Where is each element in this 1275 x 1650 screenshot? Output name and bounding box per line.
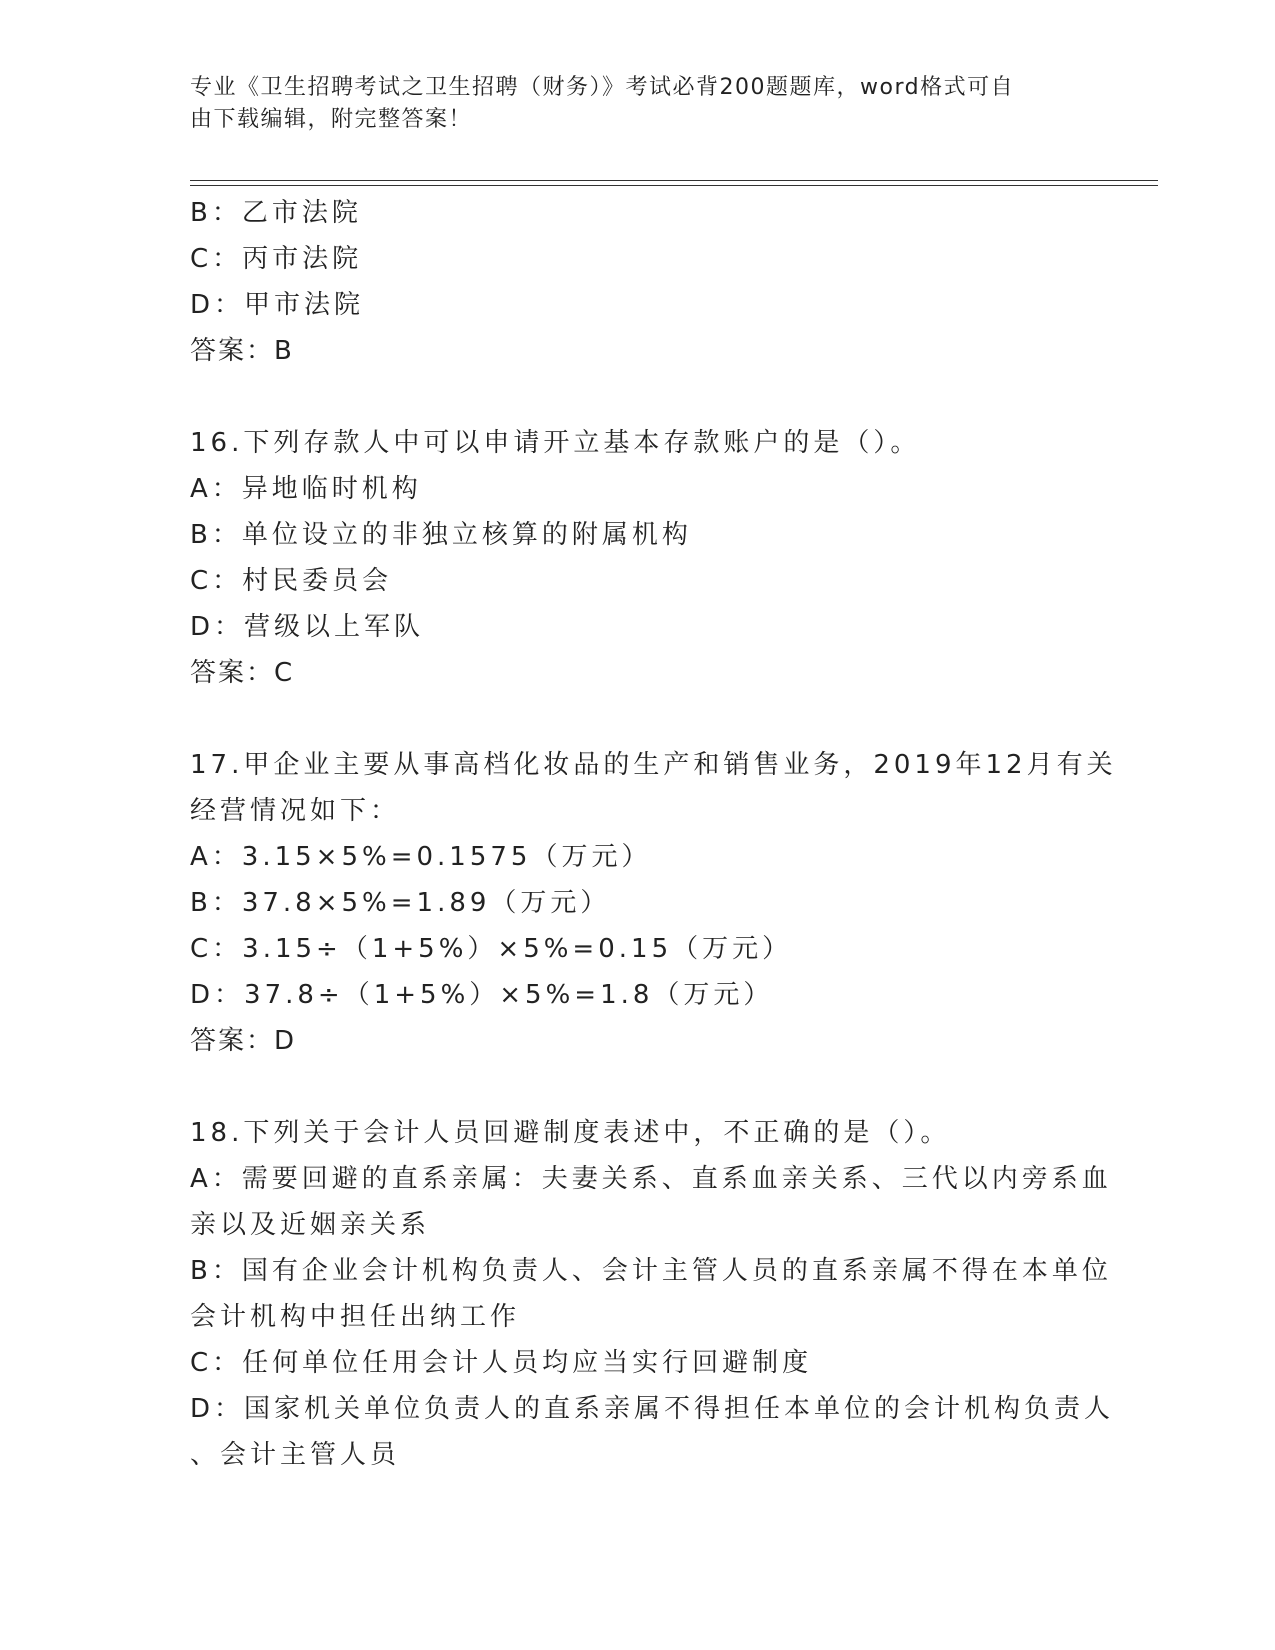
option-b-line-1: B：国有企业会计机构负责人、会计主管人员的直系亲属不得在本单位 xyxy=(190,1256,1112,1286)
question-stem: 18.下列关于会计人员回避制度表述中，不正确的是（）。 xyxy=(190,1118,951,1148)
question-16 xyxy=(190,420,1090,696)
option-d: D：37.8÷（1+5%）×5%=1.8（万元） xyxy=(190,980,774,1010)
option-b: B：37.8×5%=1.89（万元） xyxy=(190,888,611,918)
option-d-line-1: D：国家机关单位负责人的直系亲属不得担任本单位的会计机构负责人 xyxy=(190,1394,1115,1424)
question-15-continued xyxy=(190,190,1090,374)
header-line-1: 专业《卫生招聘考试之卫生招聘（财务）》考试必背200题题库，word格式可自 xyxy=(190,75,1015,100)
spacer xyxy=(190,374,1090,420)
option-c: C：村民委员会 xyxy=(190,566,393,596)
option-d-line-2: 、会计主管人员 xyxy=(190,1440,401,1470)
option-a: A：异地临时机构 xyxy=(190,474,422,504)
answer: 答案：B xyxy=(190,336,294,366)
option-b: B：乙市法院 xyxy=(190,198,362,228)
option-d: D：甲市法院 xyxy=(190,290,365,320)
header-divider-bottom xyxy=(190,185,1158,186)
question-stem-line-2: 经营情况如下： xyxy=(190,796,401,826)
option-c: C：丙市法院 xyxy=(190,244,363,274)
answer: 答案：C xyxy=(190,658,295,688)
option-a: A：3.15×5%=0.1575（万元） xyxy=(190,842,652,872)
question-17 xyxy=(190,742,1117,1064)
option-c: C：3.15÷（1+5%）×5%=0.15（万元） xyxy=(190,934,793,964)
document-body xyxy=(190,190,1117,1478)
header-divider-top xyxy=(190,180,1158,181)
option-a-line-2: 亲以及近姻亲关系 xyxy=(190,1210,431,1240)
document-header xyxy=(190,72,1070,136)
header-line-2: 由下载编辑，附完整答案！ xyxy=(190,107,473,132)
option-d: D：营级以上军队 xyxy=(190,612,425,642)
question-stem-line-1: 17.甲企业主要从事高档化妆品的生产和销售业务，2019年12月有关 xyxy=(190,750,1117,780)
spacer xyxy=(190,1064,1090,1110)
question-18 xyxy=(190,1110,1115,1478)
option-c: C：任何单位任用会计人员均应当实行回避制度 xyxy=(190,1348,813,1378)
option-b: B：单位设立的非独立核算的附属机构 xyxy=(190,520,692,550)
answer: 答案：D xyxy=(190,1026,297,1056)
option-b-line-2: 会计机构中担任出纳工作 xyxy=(190,1302,521,1332)
option-a-line-1: A：需要回避的直系亲属：夫妻关系、直系血亲关系、三代以内旁系血 xyxy=(190,1164,1112,1194)
question-stem: 16.下列存款人中可以申请开立基本存款账户的是（）。 xyxy=(190,428,921,458)
spacer xyxy=(190,696,1090,742)
